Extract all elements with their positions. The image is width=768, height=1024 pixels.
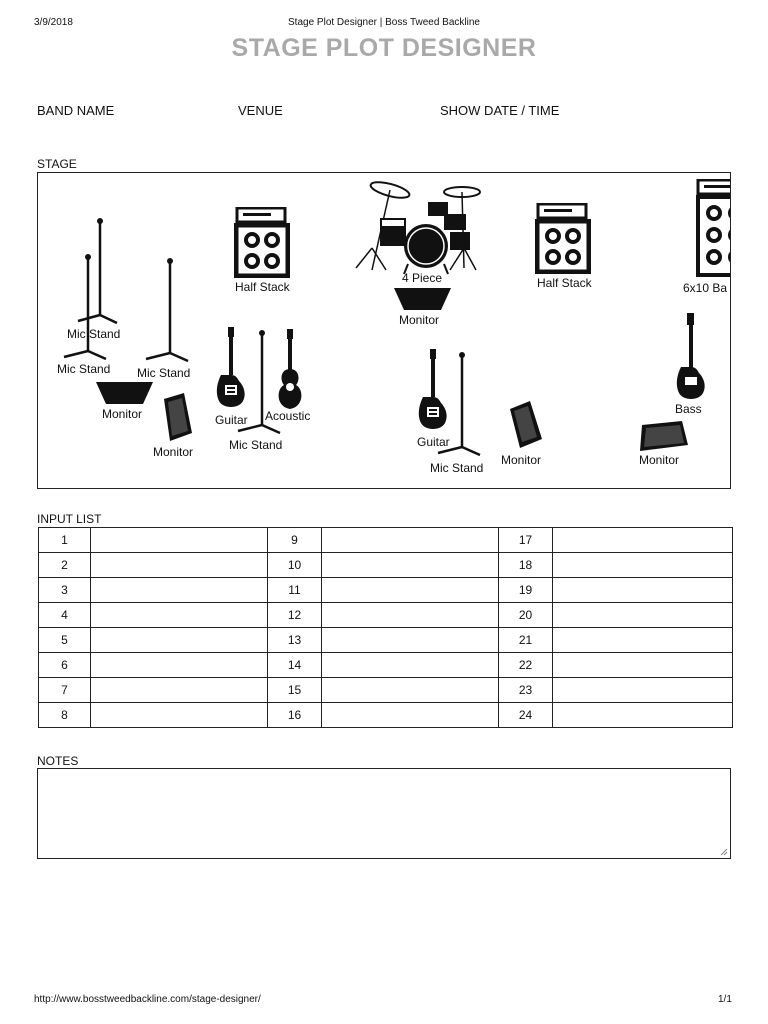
table-row xyxy=(39,703,733,728)
input-channel-field[interactable] xyxy=(553,553,733,578)
mic-stand-label: Mic Stand xyxy=(67,327,121,341)
input-channel-field[interactable] xyxy=(91,678,268,703)
acoustic-guitar-icon[interactable] xyxy=(274,329,306,416)
table-row xyxy=(39,603,733,628)
input-channel-number: 24 xyxy=(499,703,553,728)
input-channel-number: 22 xyxy=(499,653,553,678)
input-channel-number: 7 xyxy=(39,678,91,703)
input-channel-field[interactable] xyxy=(553,528,733,553)
input-channel-number: 10 xyxy=(268,553,322,578)
table-row xyxy=(39,578,733,603)
input-channel-number: 9 xyxy=(268,528,322,553)
mic-stand-label: Mic Stand xyxy=(57,362,111,376)
table-row xyxy=(39,628,733,653)
input-channel-number: 14 xyxy=(268,653,322,678)
table-row xyxy=(39,653,733,678)
stage-label: STAGE xyxy=(37,157,77,171)
print-date: 3/9/2018 xyxy=(34,17,73,28)
drum-kit-icon[interactable] xyxy=(352,178,492,281)
monitor-label: Monitor xyxy=(102,407,143,421)
table-row xyxy=(39,553,733,578)
monitor-wedge-icon[interactable] xyxy=(394,287,452,316)
input-channel-number: 1 xyxy=(39,528,91,553)
drum-kit-label: 4 Piece xyxy=(402,271,443,285)
half-stack-amp-icon[interactable] xyxy=(534,203,594,280)
show-date-time-field[interactable]: SHOW DATE / TIME xyxy=(440,103,560,118)
input-channel-field[interactable] xyxy=(322,653,499,678)
venue-field[interactable]: VENUE xyxy=(238,103,283,118)
monitor-wedge-icon[interactable] xyxy=(508,401,544,454)
input-channel-field[interactable] xyxy=(322,678,499,703)
input-channel-field[interactable] xyxy=(322,603,499,628)
input-channel-number: 4 xyxy=(39,603,91,628)
monitor-label: Monitor xyxy=(153,445,194,459)
input-channel-field[interactable] xyxy=(553,578,733,603)
input-channel-field[interactable] xyxy=(322,703,499,728)
mic-stand-icon[interactable] xyxy=(142,257,192,372)
notes-label: NOTES xyxy=(37,754,79,768)
monitor-label: Monitor xyxy=(501,453,542,467)
input-channel-number: 21 xyxy=(499,628,553,653)
input-list-table xyxy=(38,527,733,728)
input-channel-number: 12 xyxy=(268,603,322,628)
bass-cabinet-label: 6x10 Ba xyxy=(683,281,728,295)
guitar-label: Guitar xyxy=(417,435,450,449)
input-channel-number: 23 xyxy=(499,678,553,703)
input-channel-field[interactable] xyxy=(91,653,268,678)
resize-grip-icon[interactable] xyxy=(720,848,728,856)
stage-canvas[interactable] xyxy=(37,172,731,489)
input-channel-number: 11 xyxy=(268,578,322,603)
bass-guitar-icon[interactable] xyxy=(675,313,707,408)
input-channel-field[interactable] xyxy=(553,603,733,628)
bass-cabinet-icon[interactable] xyxy=(696,179,731,282)
input-channel-field[interactable] xyxy=(322,528,499,553)
input-channel-field[interactable] xyxy=(91,703,268,728)
notes-textarea[interactable] xyxy=(37,768,731,859)
input-channel-number: 8 xyxy=(39,703,91,728)
input-channel-number: 18 xyxy=(499,553,553,578)
input-channel-number: 19 xyxy=(499,578,553,603)
input-channel-number: 6 xyxy=(39,653,91,678)
input-channel-field[interactable] xyxy=(553,703,733,728)
input-channel-field[interactable] xyxy=(553,678,733,703)
input-channel-field[interactable] xyxy=(91,628,268,653)
input-channel-number: 15 xyxy=(268,678,322,703)
input-channel-field[interactable] xyxy=(553,628,733,653)
mic-stand-label: Mic Stand xyxy=(137,366,191,380)
mic-stand-label: Mic Stand xyxy=(430,461,484,475)
input-channel-number: 20 xyxy=(499,603,553,628)
monitor-label: Monitor xyxy=(399,313,440,327)
page-title: STAGE PLOT DESIGNER xyxy=(231,34,537,62)
guitar-label: Guitar xyxy=(215,413,248,427)
monitor-wedge-icon[interactable] xyxy=(96,381,154,410)
input-channel-field[interactable] xyxy=(91,578,268,603)
page-number: 1/1 xyxy=(718,994,732,1005)
band-name-field[interactable]: BAND NAME xyxy=(37,103,115,118)
table-row xyxy=(39,678,733,703)
window-title: Stage Plot Designer | Boss Tweed Backline xyxy=(288,17,480,28)
input-list-label: INPUT LIST xyxy=(37,512,102,526)
half-stack-label: Half Stack xyxy=(537,276,592,290)
input-channel-field[interactable] xyxy=(91,553,268,578)
input-channel-field[interactable] xyxy=(322,578,499,603)
input-channel-number: 13 xyxy=(268,628,322,653)
input-channel-field[interactable] xyxy=(91,603,268,628)
input-channel-number: 2 xyxy=(39,553,91,578)
table-row xyxy=(39,528,733,553)
input-channel-field[interactable] xyxy=(91,528,268,553)
monitor-wedge-icon[interactable] xyxy=(160,393,194,448)
half-stack-amp-icon[interactable] xyxy=(233,207,293,284)
acoustic-label: Acoustic xyxy=(265,409,311,423)
input-channel-number: 16 xyxy=(268,703,322,728)
input-channel-number: 17 xyxy=(499,528,553,553)
input-channel-number: 5 xyxy=(39,628,91,653)
input-channel-number: 3 xyxy=(39,578,91,603)
mic-stand-label: Mic Stand xyxy=(229,438,283,452)
half-stack-label: Half Stack xyxy=(235,280,290,294)
footer-url: http://www.bosstweedbackline.com/stage-designer/ xyxy=(34,994,261,1005)
monitor-label: Monitor xyxy=(639,453,680,467)
input-channel-field[interactable] xyxy=(322,628,499,653)
input-channel-field[interactable] xyxy=(322,553,499,578)
mic-stand-icon[interactable] xyxy=(434,351,484,466)
mic-stand-icon[interactable] xyxy=(60,253,110,368)
input-channel-field[interactable] xyxy=(553,653,733,678)
bass-label: Bass xyxy=(675,402,702,416)
